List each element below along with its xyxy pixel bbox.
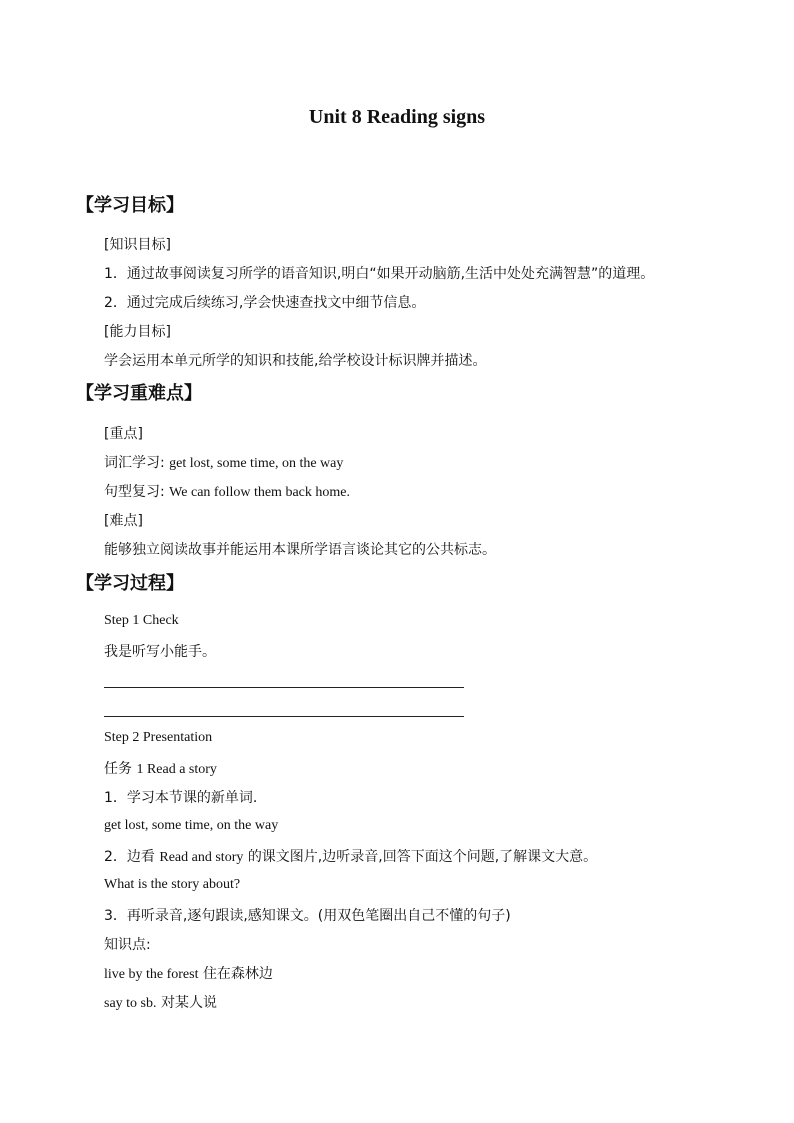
sentence-prefix: 句型复习: bbox=[104, 484, 165, 500]
dictation-blank-2[interactable] bbox=[104, 716, 464, 717]
process-item-2-en: Read and story bbox=[159, 850, 244, 865]
knowledge-point-2-en: say to sb. bbox=[104, 996, 157, 1011]
knowledge-point-1 bbox=[104, 963, 273, 983]
process-item-2-prefix: 2．边看 bbox=[104, 849, 155, 865]
difficulty-label: [难点] bbox=[104, 513, 143, 529]
section-heading-goals: 【学习目标】 bbox=[76, 195, 184, 216]
sentence-text: We can follow them back home. bbox=[169, 485, 350, 500]
section-heading-key-points: 【学习重难点】 bbox=[76, 383, 202, 404]
step-2-label: Step 2 Presentation bbox=[104, 730, 213, 745]
step-1-label: Step 1 Check bbox=[104, 613, 179, 628]
story-question: What is the story about? bbox=[104, 877, 241, 892]
goal-item-1: 1．通过故事阅读复习所学的语音知识,明白“如果开动脑筋,生活中处处充满智慧”的道理。 bbox=[104, 266, 655, 282]
vocab-line bbox=[104, 452, 343, 472]
knowledge-point-1-cn: 住在森林边 bbox=[202, 966, 273, 982]
sentence-line bbox=[104, 481, 350, 501]
process-item-2 bbox=[104, 846, 597, 866]
knowledge-point-1-en: live by the forest bbox=[104, 967, 199, 982]
task-1-text: 1 Read a story bbox=[136, 762, 217, 777]
focus-label: [重点] bbox=[104, 426, 143, 442]
section-heading-process: 【学习过程】 bbox=[76, 573, 184, 594]
vocab-text: get lost, some time, on the way bbox=[169, 456, 344, 471]
knowledge-points-label: 知识点: bbox=[104, 937, 151, 953]
ability-goal-label: [能力目标] bbox=[104, 324, 171, 340]
goal-item-2: 2．通过完成后续练习,学会快速查找文中细节信息。 bbox=[104, 295, 426, 311]
knowledge-point-2-cn: 对某人说 bbox=[160, 995, 217, 1011]
task-1-prefix: 任务 bbox=[104, 761, 132, 777]
process-item-1-words: get lost, some time, on the way bbox=[104, 818, 279, 833]
step-1-task: 我是听写小能手。 bbox=[104, 644, 216, 660]
process-item-2-suffix: 的课文图片,边听录音,回答下面这个问题,了解课文大意。 bbox=[247, 849, 598, 865]
vocab-prefix: 词汇学习: bbox=[104, 455, 165, 471]
knowledge-point-2 bbox=[104, 992, 217, 1012]
page-title: Unit 8 Reading signs bbox=[308, 106, 486, 128]
ability-goal-text: 学会运用本单元所学的知识和技能,给学校设计标识牌并描述。 bbox=[104, 353, 487, 369]
dictation-blank-1[interactable] bbox=[104, 687, 464, 688]
difficulty-text: 能够独立阅读故事并能运用本课所学语言谈论其它的公共标志。 bbox=[104, 542, 496, 558]
process-item-1: 1．学习本节课的新单词. bbox=[104, 790, 258, 806]
process-item-3: 3．再听录音,逐句跟读,感知课文。(用双色笔圈出自己不懂的句子) bbox=[104, 908, 511, 924]
task-1-line bbox=[104, 758, 217, 778]
knowledge-goal-label: [知识目标] bbox=[104, 237, 171, 253]
